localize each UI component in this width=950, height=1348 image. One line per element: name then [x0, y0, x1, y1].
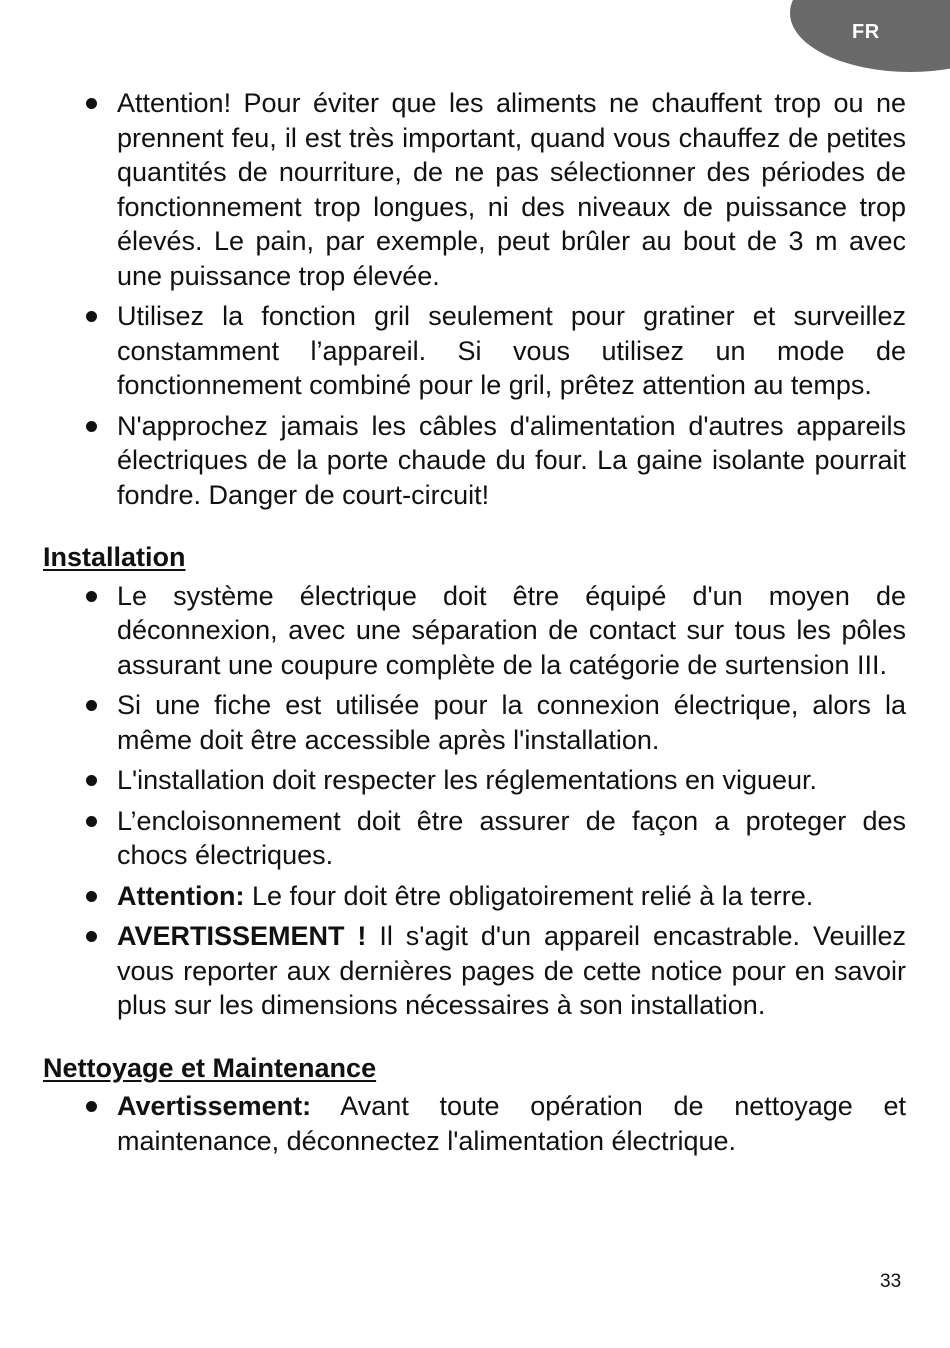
list-item: L’encloisonnement doit être assurer de façon a proteger des chocs électriques.	[43, 804, 906, 873]
maintenance-warning-item	[43, 1089, 906, 1158]
list-item: Utilisez la fonction gril seulement pour gratiner et surveillez constamment l’appareil. Si vous utilisez un mode de fonctionnement combiné pour le gril, prêtez attention au temps.	[43, 299, 906, 403]
maintenance-bullet-list	[43, 1089, 906, 1158]
maintenance-warning-label: Avertissement:	[117, 1091, 312, 1121]
maintenance-heading: Nettoyage et Maintenance	[43, 1052, 377, 1083]
warning-label: AVERTISSEMENT !	[117, 921, 367, 951]
warning-list-item	[43, 919, 906, 1023]
warning-text: Il s'agit d'un appareil encastrable. Veuillez vous reporter aux dernières pages de cette notice pour en savoir plus sur les dimensions nécessaires à son installation.	[117, 921, 907, 1020]
attention-label: Attention:	[117, 880, 245, 911]
maintenance-warning-text: Avant toute opération de nettoyage et maintenance, déconnectez l'alimentation électrique.	[117, 1091, 906, 1156]
intro-bullet-list	[43, 86, 906, 512]
list-item: Si une fiche est utilisée pour la connexion électrique, alors la même doit être accessible après l'installation.	[43, 688, 906, 757]
installation-heading: Installation	[43, 542, 186, 572]
list-item: N'approchez jamais les câbles d'alimentation d'autres appareils électriques de la porte chaude du four. La gaine isolante pourrait fondre. Danger de court-circuit!	[43, 409, 906, 513]
attention-list-item	[43, 879, 906, 914]
list-item: L'installation doit respecter les réglementations en vigueur.	[43, 763, 906, 798]
list-item: Attention! Pour éviter que les aliments ne chauffent trop ou ne prennent feu, il est très important, quand vous chauffez de petites quantités de nourriture, de ne pas sélectionner des périodes de fonctionnement trop longues, ni des niveaux de puissance trop élevés. Le pain, par exemple, peut brûler au bout de 3 m avec une puissance trop élevée.	[43, 86, 906, 293]
language-label: FR	[852, 21, 880, 43]
list-item: Le système électrique doit être équipé d'un moyen de déconnexion, avec une séparation de contact sur tous les pôles assurant une coupure complète de la catégorie de surtension III.	[43, 579, 906, 683]
page-content	[43, 86, 906, 1164]
page-number: 33	[880, 1271, 902, 1292]
attention-text: Le four doit être obligatoirement relié à la terre.	[244, 880, 814, 911]
installation-bullet-list	[43, 579, 906, 1023]
